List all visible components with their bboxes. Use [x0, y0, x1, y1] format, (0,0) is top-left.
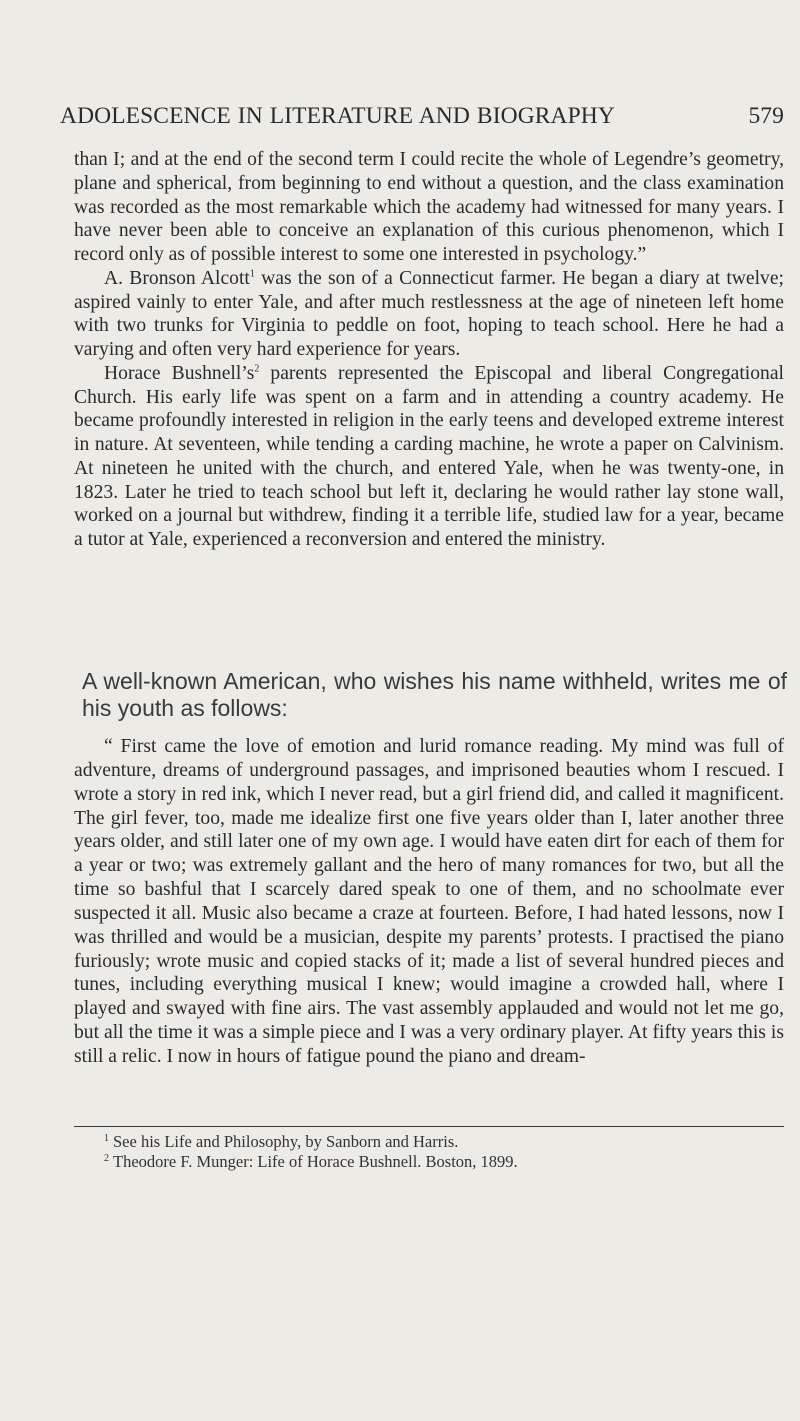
footnote-mark: 2 [104, 1152, 109, 1164]
quoted-paragraph: “ First came the love of emotion and lurid romance reading. My mind was full of adventure, dreams of underground passages, and imprisoned beauties whom I rescued. I wrote a story in red ink, which I never read, but a girl friend did, and called it magnificent. The girl fever, too, made me idealize first one five years older than I, later another three years older, and still later one of my own age. I would have eaten dirt for each of them for a year or two; was extremely gallant and the hero of many romances for two, but all the time so bashful that I scarcely dared speak to one of them, and no schoolmate ever suspected it all. Music also became a craze at fourteen. Before, I had hated lessons, now I was thrilled and would be a musician, despite my parents’ protests. I practised the piano furiously; wrote music and copied stacks of it; made a list of several hundred pieces and tunes, including everything musical I knew; would imagine a crowded hall, where I played and swayed with fine airs. The vast assembly applauded and would not let me go, but all the time it was a simple piece and I was a very ordinary player. At fifty years this is still a relic. I now in hours of fatigue pound the piano and dream- [74, 736, 784, 1067]
paragraph-continued: than I; and at the end of the second term I could recite the whole of Legendre’s geometry, plane and spherical, from beginning to end without a question, and the class examination was recorded as the most remarkable which the academy had witnessed for many years. I have never been able to conceive an explanation of this curious phenomenon, which I record only as of possible interest to some one interested in psychology.” [74, 149, 784, 265]
body-text [74, 148, 784, 552]
page-number: 579 [748, 103, 784, 129]
footnote-text: Theodore F. Munger: Life of Horace Bushnell. Boston, 1899. [113, 1152, 518, 1171]
footnotes [104, 1132, 784, 1172]
paragraph-alcott [74, 267, 784, 362]
footnote-divider [74, 1126, 784, 1127]
footnote-ref-1: 1 [249, 268, 255, 280]
footnote-1 [104, 1132, 784, 1152]
running-head-title: ADOLESCENCE IN LITERATURE AND BIOGRAPHY [60, 103, 615, 129]
footnote-ref-2: 2 [254, 363, 260, 375]
footnote-text: See his Life and Philosophy, by Sanborn and Harris. [113, 1132, 459, 1151]
footnote-2 [104, 1152, 784, 1172]
paragraph-bushnell-text: parents represented the Episcopal and liberal Congregational Church. His early life was spent on a farm and in attending a country academy. He became profoundly interested in religion in the early teens and developed extreme interest in nature. At seventeen, while tending a carding machine, he wrote a paper on Calvinism. At nineteen he united with the church, and entered Yale, when he was twenty-one, in 1823. Later he tried to teach school but left it, declaring he would rather lay stone wall, worked on a journal but withdrew, finding it a terrible life, studied law for a year, became a tutor at Yale, experienced a reconversion and entered the ministry. [74, 362, 784, 550]
footnote-mark: 1 [104, 1132, 109, 1144]
paragraph-bushnell-lead: Horace Bushnell’s [104, 362, 255, 384]
paragraph-alcott-text: was the son of a Connecticut farmer. He began a diary at twelve; aspired vainly to enter Yale, and after much restlessness at the age of nineteen left home with two trunks for Virginia to peddle on foot, hoping to teach school. Here he had a varying and often very hard experience for years. [74, 267, 784, 360]
quoted-letter [74, 735, 784, 1069]
paragraph-bushnell [74, 362, 784, 552]
quote-introduction: A well-known American, who wishes his name withheld, writes me of his youth as follows: [82, 668, 787, 721]
paragraph-alcott-lead: A. Bronson Alcott [104, 267, 250, 289]
